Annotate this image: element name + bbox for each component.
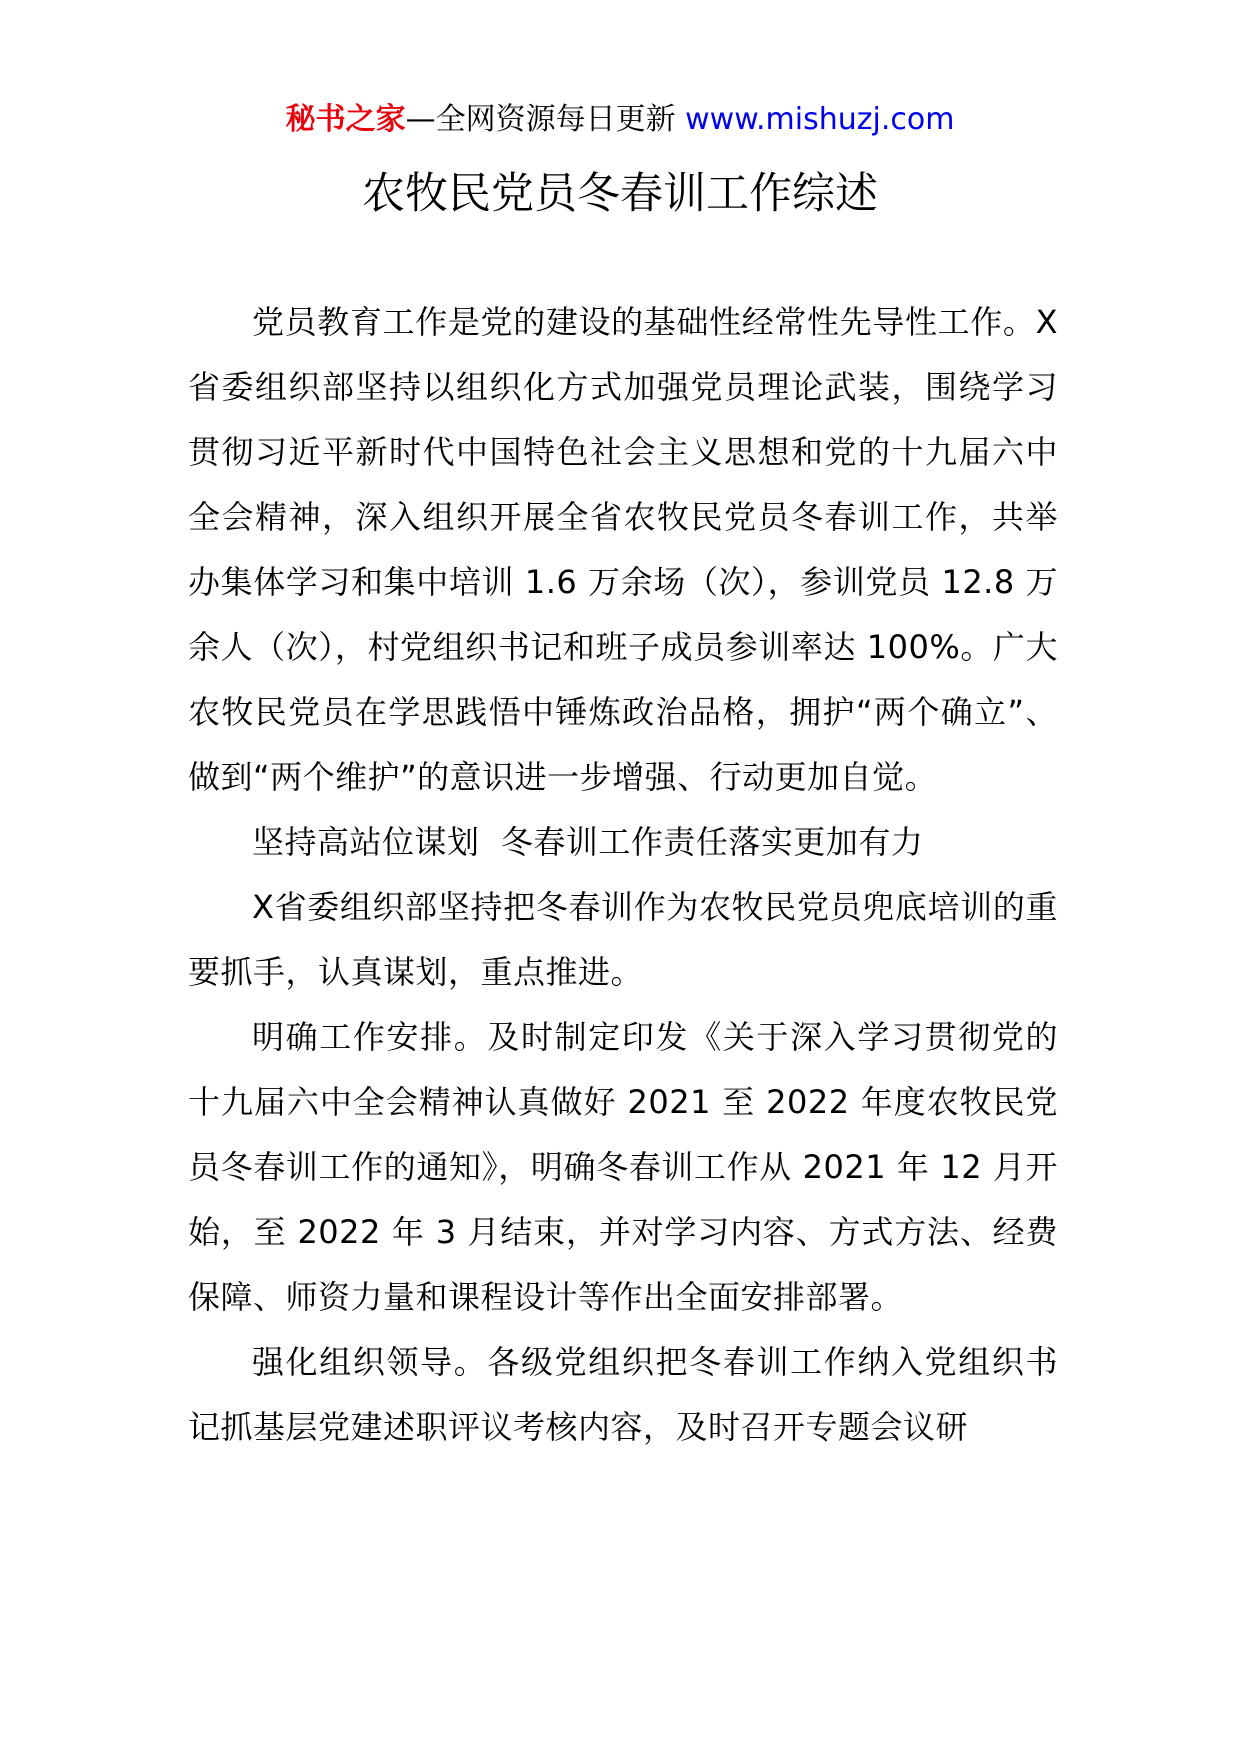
paragraph-work-arrangement: 明确工作安排。及时制定印发《关于深入学习贯彻党的十九届六中全会精神认真做好 2021 至 2022 年度农牧民党员冬春训工作的通知》，明确冬春训工作从 2021 年 12 月开始，至 2022 年 3 月结束，并对学习内容、方式方法、经费保障、师资力量和课程设计等作出全面安排部署。 [188, 1018, 1058, 1316]
paragraph-section-lead: X省委组织部坚持把冬春训作为农牧民党员兜底培训的重要抓手，认真谋划，重点推进。 [188, 888, 1058, 991]
paragraph-intro: 党员教育工作是党的建设的基础性经常性先导性工作。X省委组织部坚持以组织化方式加强党员理论武装，围绕学习贯彻习近平新时代中国特色社会主义思想和党的十九届六中全会精神，深入组织开展全省农牧民党员冬春训工作，共举办集体学习和集中培训 1.6 万余场（次），参训党员 12.8 万余人（次），村党组织书记和班子成员参训率达 100%。广大农牧民党员在学思践悟中锤炼政治品格，拥护“两个确立”、做到“两个维护”的意识进一步增强、行动更加自觉。 [188, 303, 1058, 796]
document-body [188, 290, 1058, 1460]
document-title: 农牧民党员冬春训工作综述 [362, 169, 878, 219]
paragraph-organization-leadership: 强化组织领导。各级党组织把冬春训工作纳入党组织书记抓基层党建述职评议考核内容，及时召开专题会议研 [188, 1343, 1058, 1446]
section-heading: 坚持高站位谋划 冬春训工作责任落实更加有力 [252, 823, 924, 861]
site-tagline: —全网资源每日更新 [405, 102, 686, 137]
site-url-link[interactable]: www.mishuzj.com [685, 102, 955, 137]
site-header [0, 100, 1240, 140]
site-brand: 秘书之家 [285, 102, 406, 137]
